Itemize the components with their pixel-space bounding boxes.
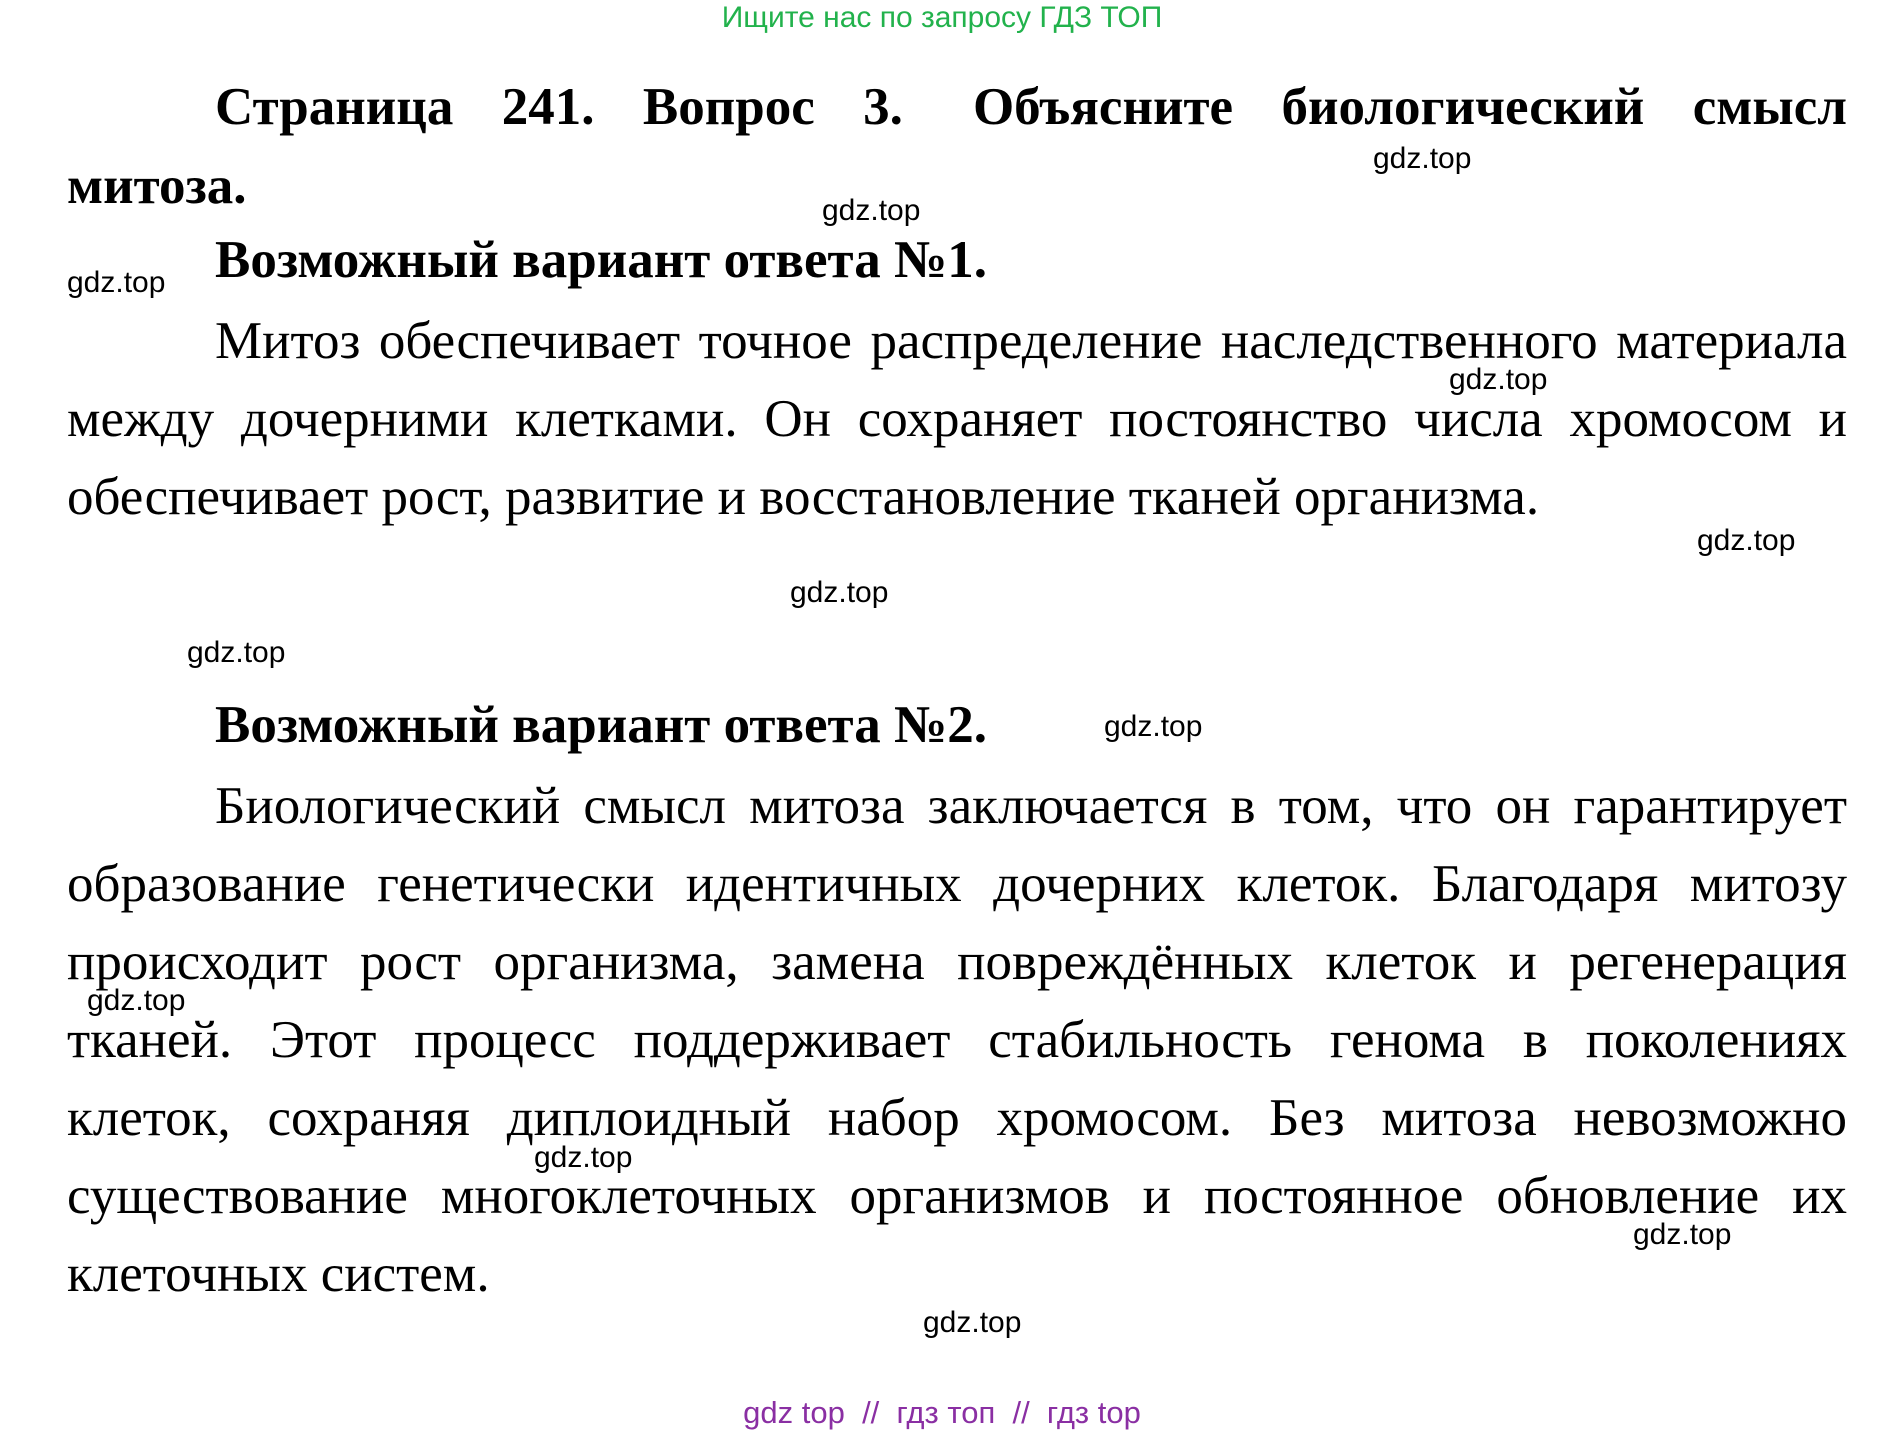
- top-search-link[interactable]: Ищите нас по запросу ГДЗ ТОП: [721, 1, 1163, 34]
- watermark: gdz.top: [1373, 142, 1472, 175]
- watermark: gdz.top: [1697, 524, 1796, 557]
- watermark: gdz.top: [87, 984, 186, 1017]
- footer-links[interactable]: gdz top // гдз топ // гдз top: [743, 1395, 1141, 1430]
- watermark: gdz.top: [790, 576, 889, 609]
- watermark: gdz.top: [1104, 710, 1203, 743]
- watermark: gdz.top: [187, 636, 286, 669]
- watermark: gdz.top: [822, 194, 921, 227]
- watermark: gdz.top: [1449, 363, 1548, 396]
- answer-1-title: Возможный вариант ответа №1.: [215, 231, 987, 289]
- question-text: Объясните биологический смысл митоза.: [67, 78, 1848, 215]
- watermark: gdz.top: [1633, 1218, 1732, 1251]
- watermark: gdz.top: [923, 1306, 1022, 1339]
- watermark: gdz.top: [534, 1141, 633, 1174]
- question-heading: [67, 68, 1847, 226]
- question-number: Страница 241. Вопрос 3.: [215, 78, 903, 136]
- answer-2-title: Возможный вариант ответа №2.: [215, 696, 987, 754]
- answer-2-text: Биологический смысл митоза заключается в том, что он гарантирует образование генетически идентичных дочерних клеток. Благодаря митозу происходит рост организма, замена повреждённых клеток и регенерация тканей. Этот процесс поддерживает стабильность генома в поколениях клеток, сохраняя диплоидный набор хромосом. Без митоза невозможно существование многоклеточных организмов и постоянное обновление их клеточных систем.: [67, 777, 1847, 1303]
- watermark: gdz.top: [67, 266, 166, 299]
- answer-1-text: Митоз обеспечивает точное распределение наследственного материала между дочерними клетками. Он сохраняет постоянство числа хромосом и обеспечивает рост, развитие и восстановление тканей организма.: [67, 312, 1847, 526]
